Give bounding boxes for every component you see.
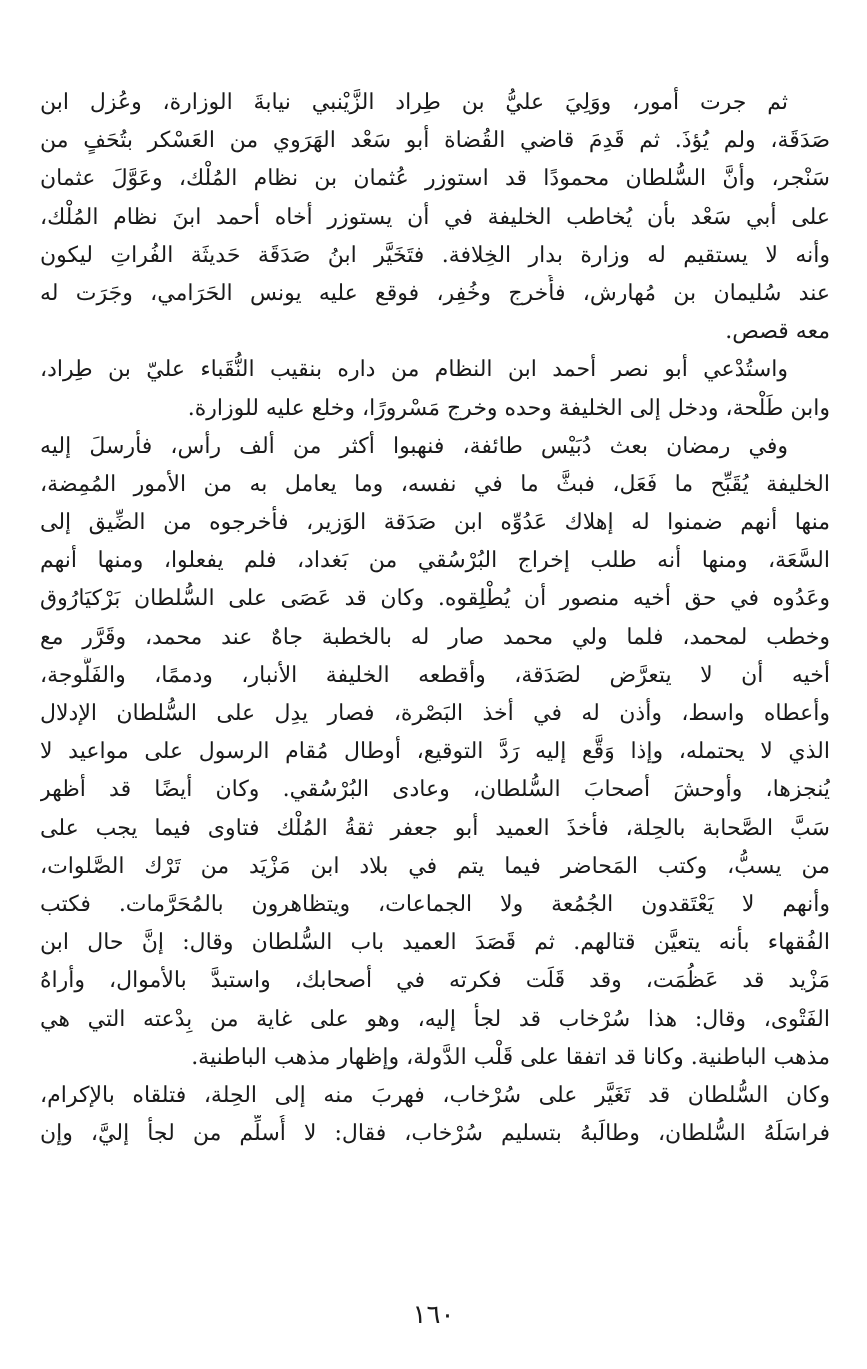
text-line: يُنجزها، وأوحشَ أصحابَ السُّلطان، وعادى البُرْسُقي. وكان أيضًا قد أظهر	[40, 777, 830, 803]
text-line: سَنْجر، وأنَّ السُّلطان محمودًا قد استوزر عُثمان بن نظام المُلْك، وعَوَّلَ عثمان	[40, 166, 830, 192]
text-line: سَبَّ الصَّحابة بالحِلة، فأخذَ العميد أبو جعفر ثقةُ المُلْك فتاوى فيما يجب على	[40, 815, 830, 841]
text-line: مذهب الباطنية. وكانا قد اتفقا على قَلْب الدَّولة، وإظهار مذهب الباطنية.	[191, 1044, 830, 1070]
paragraph-2	[40, 351, 830, 427]
text-line: الفُقهاء بأنه يتعيَّن قتالهم. ثم قَصَدَ العميد باب السُّلطان وقال: إنَّ حال ابن	[40, 930, 830, 956]
paragraph-1	[40, 84, 830, 351]
text-line: الفَتْوى، وقال: هذا سُرْخاب قد لجأ إليه، وهو على غاية من بِدْعته التي هي	[40, 1006, 830, 1032]
text-line: وأنهم لا يَعْتَقدون الجُمُعة ولا الجماعات، ويتظاهرون بالمُحَرَّمات. فكتب	[40, 891, 830, 917]
text-line: معه قصص.	[725, 319, 830, 345]
text-line: السَّعَة، ومنها أنه طلب إخراج البُرْسُقي من بَغداد، فلم يفعلوا، ومنها أنهم	[40, 548, 830, 574]
paragraph-4	[40, 1077, 830, 1153]
text-line: وعَدُوه في حق أخيه منصور أن يُطْلِقوه. وكان قد عَصَى على السُّلطان بَرْكيَارُوق	[40, 586, 830, 612]
text-line: وخطب لمحمد، فلما ولي محمد صار له بالخطبة جاهٌ عند محمد، وقَرَّر مع	[40, 624, 830, 650]
text-line: عند سُليمان بن مُهارش، فأُخرج وخُفِر، فوقع عليه يونس الحَرَامي، وجَرَت له	[40, 280, 830, 306]
text-line: صَدَقَة، ولم يُؤذَ. ثم قَدِمَ قاضي القُضاة أبو سَعْد الهَرَوي من العَسْكر بتُحَفٍ من	[40, 128, 830, 154]
text-line: وفي رمضان بعث دُبَيْس طائفة، فنهبوا أكثر من ألف رأس، فأرسلَ إليه	[40, 433, 788, 459]
text-line: من يسبُّ، وكتب المَحاضر فيما يتم في بلاد ابن مَزْيَد من تَرْك الصَّلوات،	[40, 853, 830, 879]
text-line: وأعطاه واسط، وأذن له في أخذ البَصْرة، فصار يدِل على السُّلطان الإدلال	[40, 701, 830, 726]
text-line: الخليفة يُقَبِّح ما فَعَل، فبثَّ ما في نفسه، وما يعامل به من الأمور المُمِضة،	[40, 471, 830, 497]
text-line: وكان السُّلطان قد تَغَيَّر على سُرْخاب، فهربَ منه إلى الحِلة، فتلقاه بالإكرام،	[40, 1082, 830, 1108]
paragraph-3	[40, 428, 830, 1077]
text-line: ثم جرت أمور، ووَلِيَ عليُّ بن طِراد الزَّيْنبي نيابةَ الوزارة، وعُزل ابن	[40, 90, 788, 115]
text-line: وابن طَلْحة، ودخل إلى الخليفة وحده وخرج مَسْرورًا، وخلع عليه للوزارة.	[187, 395, 830, 421]
text-line: فراسَلَهُ السُّلطان، وطالَبهُ بتسليم سُرْخاب، فقال: لا أُسلِّم من لجأ إليَّ، وإن	[40, 1121, 830, 1147]
text-line: واستُدْعي أبو نصر أحمد ابن النظام من داره بنقيب النُّقَباء عليّ بن طِراد،	[40, 357, 788, 383]
text-line: على أبي سَعْد بأن يُخاطب الخليفة في أن يستوزر أخاه أحمد ابنَ نظام المُلْك،	[40, 204, 830, 230]
text-line: مَزْيد قد عَظُمَت، وقد قَلَت فكرته في أصحابك، واستبدَّ بالأموال، وأراهُ	[40, 968, 830, 994]
text-line: الذي لا يحتمله، وإذا وَقَّع إليه رَدَّ التوقيع، أوطال مُقام الرسول على مواعيد لا	[40, 739, 830, 765]
text-line: أخيه أن لا يتعرَّض لصَدَقة، وأقطعه الخليفة الأنبار، ودممًا، والفَلُّوجة،	[40, 662, 830, 688]
page-body	[40, 84, 830, 1284]
text-line: منها أنهم ضمنوا له إهلاك عَدُوِّه ابن صَدَقة الوَزير، فأخرجوه من الضِّيق إلى	[40, 510, 830, 536]
text-line: وأنه لا يستقيم له وزارة بدار الخِلافة. فتَخَيَّر ابنُ صَدَقَة حَديثَة الفُراتِ ليكون	[40, 242, 830, 268]
page-number: ١٦٠	[412, 1300, 455, 1330]
